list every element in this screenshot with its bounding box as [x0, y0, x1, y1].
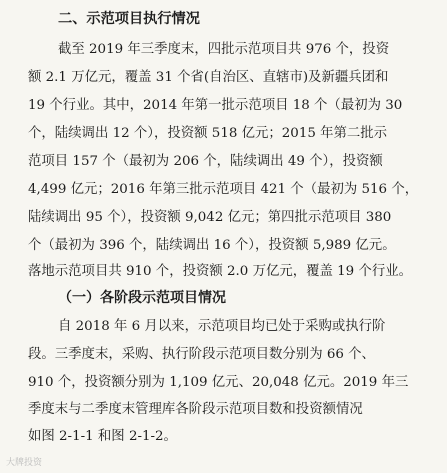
paragraph-2-line: 910 个，投资额分别为 1,109 亿元、20,048 亿元。2019 年三 [28, 375, 409, 390]
paragraph-1-line: 4,499 亿元；2016 年第三批示范项目 421 个（最初为 516 个， [28, 182, 419, 197]
paragraph-1-line: 个，陆续调出 12 个），投资额 518 亿元；2015 年第二批示 [28, 126, 388, 141]
paragraph-1-line: 截至 2019 年三季度末，四批示范项目共 976 个，投资 [58, 42, 390, 57]
paragraph-2-line: 季度末与二季度末管理库各阶段示范项目数和投资额情况 [28, 402, 363, 417]
watermark: 大牌投资 [6, 458, 43, 468]
paragraph-2-line: 自 2018 年 6 月以来，示范项目均已处于采购或执行阶 [58, 319, 386, 334]
paragraph-1-line: 个（最初为 396 个，陆续调出 16 个），投资额 5,989 亿元。 [28, 238, 396, 253]
paragraph-1-line: 额 2.1 万亿元，覆盖 31 个省(自治区、直辖市)及新疆兵团和 [28, 70, 389, 85]
subsection-title: （一）各阶段示范项目情况 [58, 290, 226, 306]
section-title: 二、示范项目执行情况 [58, 11, 200, 27]
paragraph-1-line: 落地示范项目共 910 个，投资额 2.0 万亿元，覆盖 19 个行业。 [28, 264, 413, 279]
paragraph-1-line: 陆续调出 95 个），投资额 9,042 亿元；第四批示范项目 380 [28, 210, 392, 225]
paragraph-2-line: 段。三季度末，采购、执行阶段示范项目数分别为 66 个、 [28, 347, 375, 362]
paragraph-2-line: 如图 2-1-1 和图 2-1-2。 [28, 429, 177, 444]
paragraph-1-line: 范项目 157 个（最初为 206 个，陆续调出 49 个），投资额 [28, 154, 383, 169]
paragraph-1-line: 19 个行业。其中，2014 年第一批示范项目 18 个（最初为 30 [28, 98, 403, 113]
